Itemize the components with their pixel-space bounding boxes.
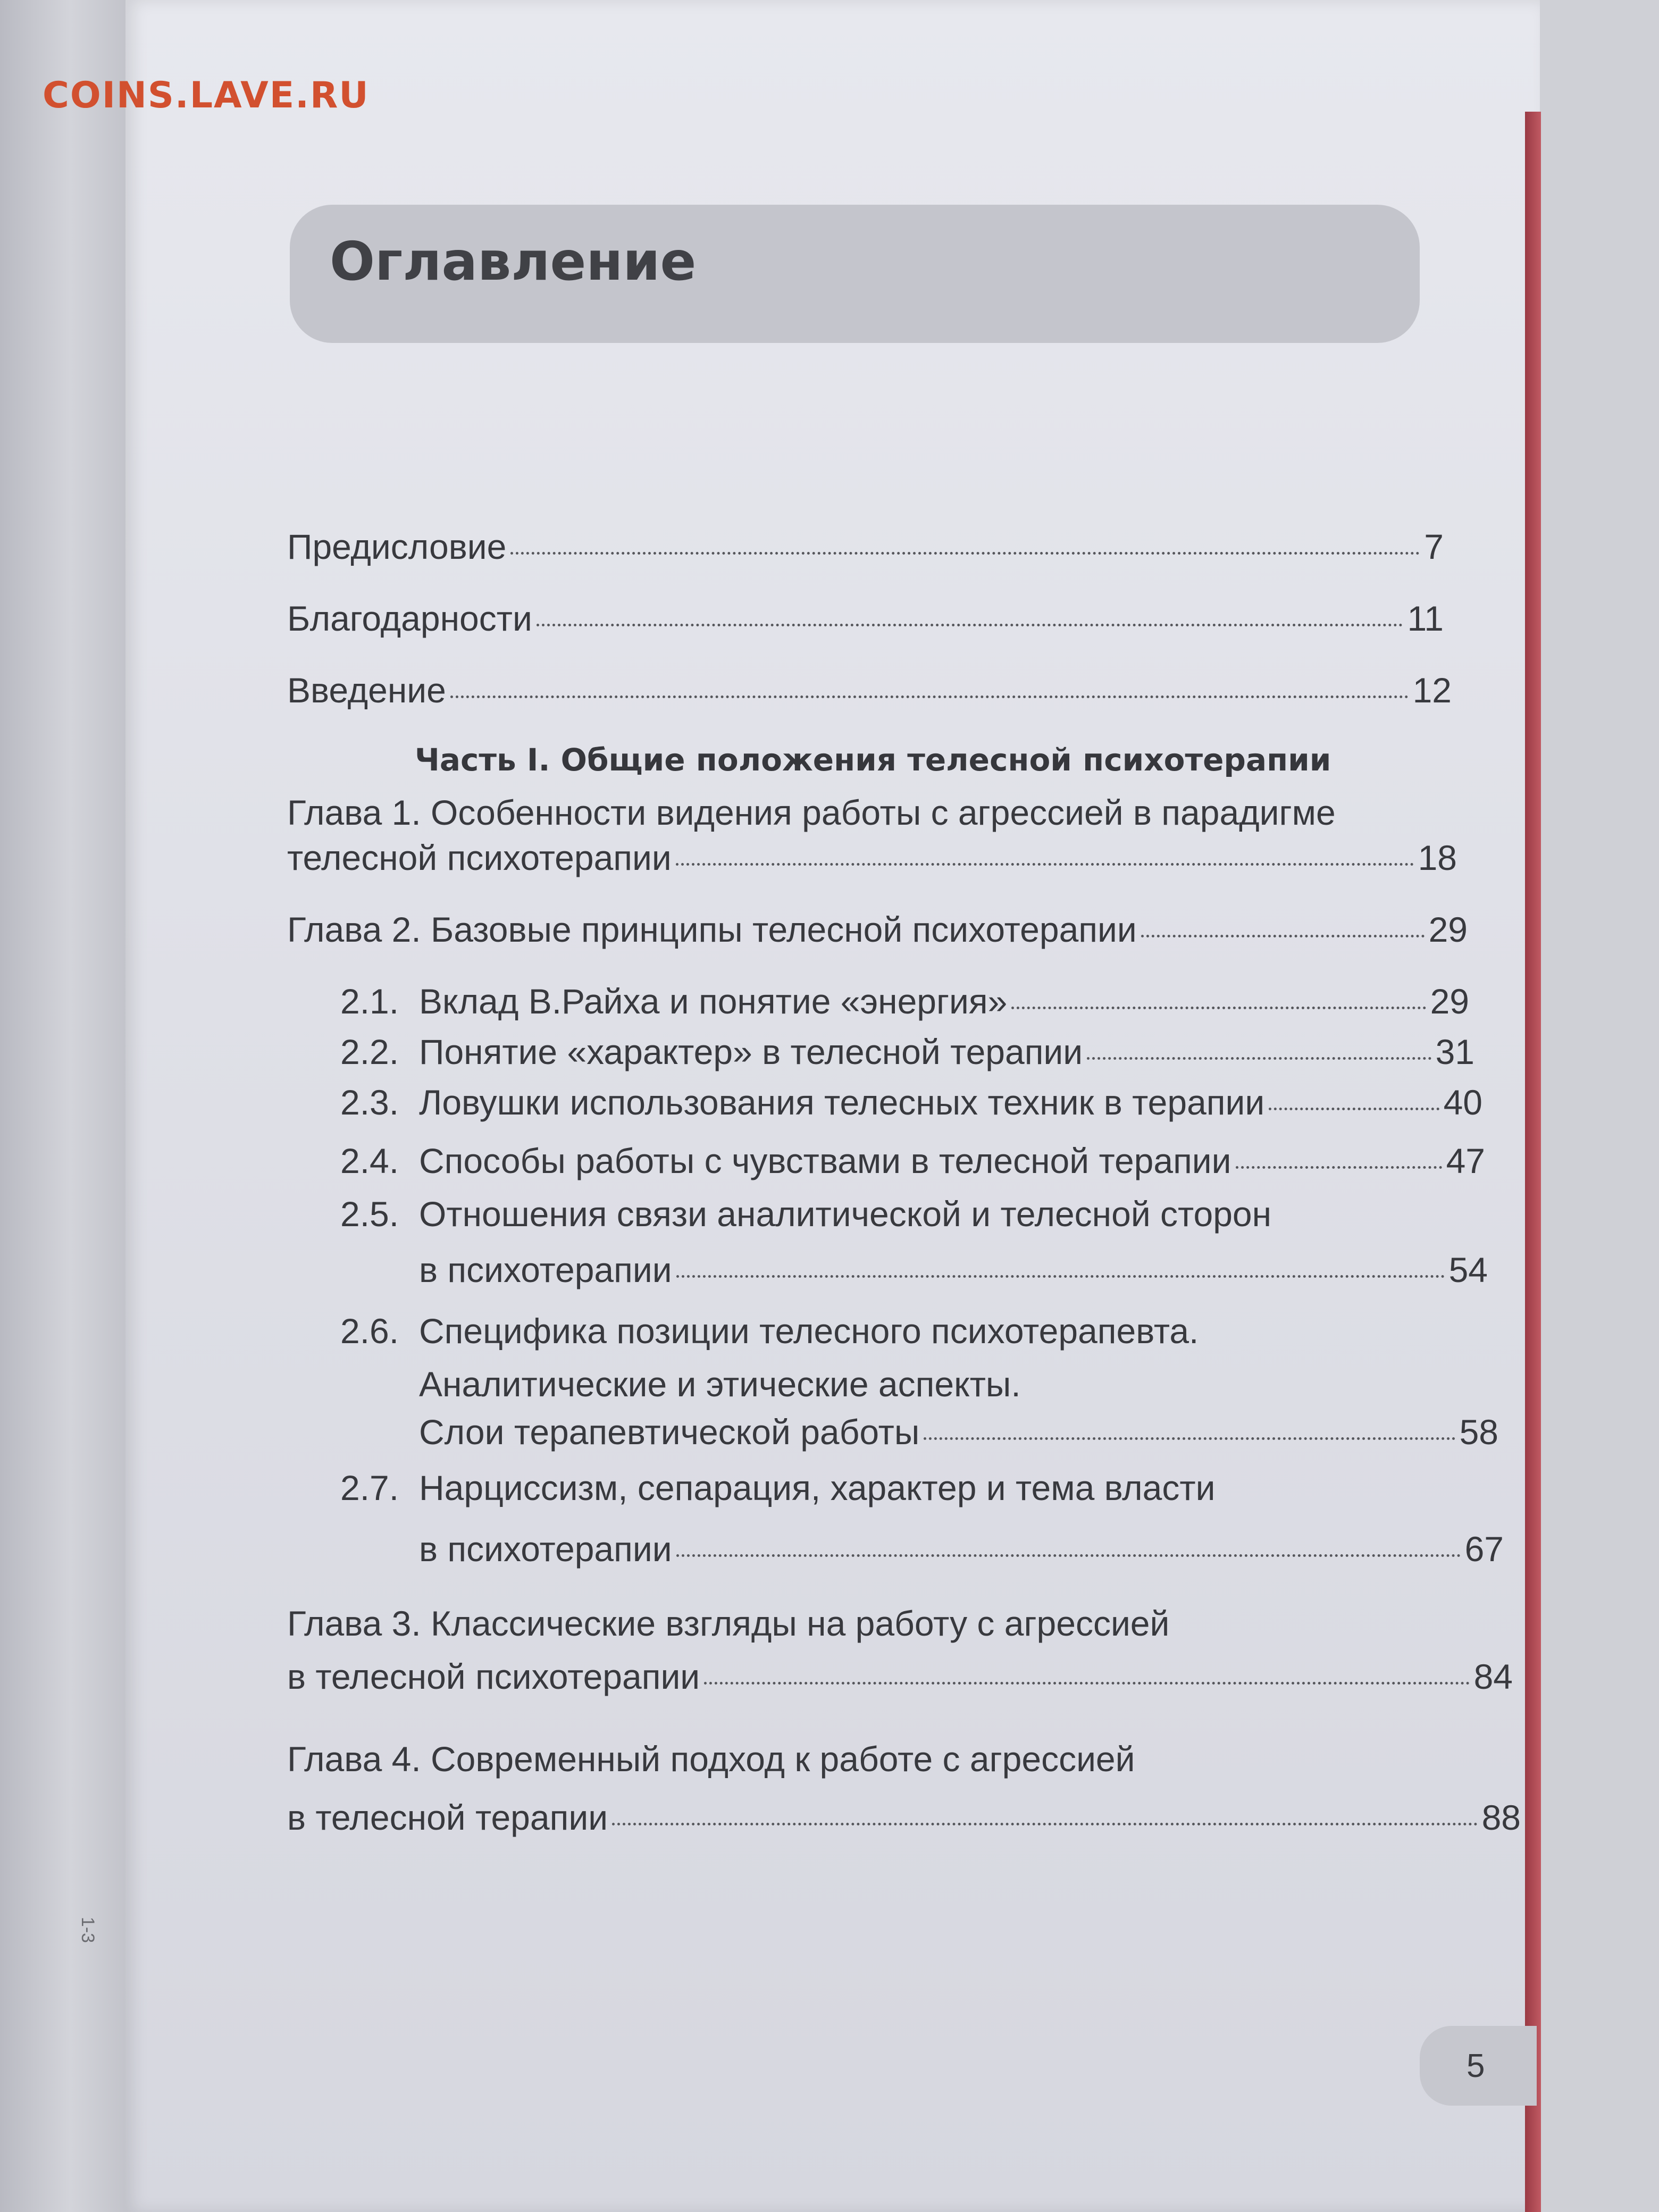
entry-title-line: Нарциссизм, сепарация, характер и тема власти bbox=[419, 1468, 1216, 1507]
dot-leader bbox=[612, 1823, 1478, 1825]
entry-title: Глава 2. Базовые принципы телесной психотерапии bbox=[287, 910, 1137, 949]
entry-title: Вклад В.Райха и понятие «энергия» bbox=[419, 982, 1008, 1021]
section-number: 2.1. bbox=[340, 982, 399, 1021]
dot-leader bbox=[450, 696, 1409, 698]
entry-page: 29 bbox=[1428, 910, 1468, 949]
page-number-tab bbox=[1420, 2026, 1537, 2106]
entry-title-line: Специфика позиции телесного психотерапевта. bbox=[419, 1311, 1199, 1351]
page-title: Оглавление bbox=[330, 230, 697, 292]
section-number: 2.2. bbox=[340, 1032, 399, 1071]
entry-page: 18 bbox=[1418, 838, 1457, 877]
entry-title-line: Аналитические и этические аспекты. bbox=[419, 1364, 1021, 1404]
dot-leader bbox=[1011, 1007, 1426, 1009]
entry-page: 88 bbox=[1481, 1798, 1521, 1837]
dot-leader bbox=[676, 1554, 1461, 1557]
entry-title-line: в телесной терапии bbox=[287, 1798, 608, 1837]
dot-leader bbox=[1087, 1057, 1431, 1060]
entry-page: 31 bbox=[1435, 1032, 1474, 1071]
page-number: 5 bbox=[1467, 2048, 1485, 2084]
site-watermark: COINS.LAVE.RU bbox=[43, 74, 370, 116]
section-number: 2.7. bbox=[340, 1468, 399, 1507]
entry-title-line: в телесной психотерапии bbox=[287, 1657, 700, 1696]
entry-title: Благодарности bbox=[287, 599, 532, 638]
section-number: 2.5. bbox=[340, 1194, 399, 1234]
entry-page: 40 bbox=[1443, 1083, 1482, 1122]
entry-page: 7 bbox=[1424, 527, 1444, 566]
entry-title-line: в психотерапии bbox=[419, 1250, 672, 1289]
dot-leader bbox=[924, 1437, 1455, 1440]
entry-title-line: Глава 1. Особенности видения работы с агрессией в парадигме bbox=[287, 793, 1336, 832]
entry-title-line: Слои терапевтической работы bbox=[419, 1412, 920, 1452]
entry-title: Ловушки использования телесных техник в терапии bbox=[419, 1083, 1265, 1122]
entry-title: Понятие «характер» в телесной терапии bbox=[419, 1032, 1083, 1071]
spine-mark: 1-3 bbox=[78, 1916, 98, 1943]
entry-title-line: Отношения связи аналитической и телесной сторон bbox=[419, 1194, 1272, 1234]
dot-leader bbox=[537, 624, 1403, 626]
entry-title-line: Глава 3. Классические взгляды на работу с агрессией bbox=[287, 1604, 1170, 1643]
dot-leader bbox=[510, 552, 1420, 555]
section-number: 2.3. bbox=[340, 1083, 399, 1122]
part-heading: Часть I. Общие положения телесной психотерапии bbox=[415, 742, 1331, 778]
section-number: 2.6. bbox=[340, 1311, 399, 1351]
dot-leader bbox=[1236, 1166, 1442, 1169]
entry-page: 58 bbox=[1459, 1412, 1498, 1452]
dot-leader bbox=[676, 1275, 1445, 1278]
entry-page: 47 bbox=[1446, 1141, 1485, 1180]
entry-page: 12 bbox=[1412, 671, 1452, 710]
entry-title: Предисловие bbox=[287, 527, 507, 566]
entry-page: 29 bbox=[1430, 982, 1469, 1021]
entry-page: 84 bbox=[1473, 1657, 1513, 1696]
dot-leader bbox=[704, 1682, 1469, 1685]
entry-page: 54 bbox=[1448, 1250, 1488, 1289]
dot-leader bbox=[1141, 935, 1425, 937]
entry-title-line: в психотерапии bbox=[419, 1529, 672, 1569]
dot-leader bbox=[676, 863, 1414, 866]
entry-page: 11 bbox=[1407, 599, 1444, 638]
section-number: 2.4. bbox=[340, 1141, 399, 1180]
entry-title-line: телесной психотерапии bbox=[287, 838, 672, 877]
entry-title: Способы работы с чувствами в телесной терапии bbox=[419, 1141, 1231, 1180]
entry-page: 67 bbox=[1464, 1529, 1504, 1569]
dot-leader bbox=[1269, 1108, 1439, 1110]
entry-title-line: Глава 4. Современный подход к работе с агрессией bbox=[287, 1739, 1135, 1779]
entry-title: Введение bbox=[287, 671, 446, 710]
